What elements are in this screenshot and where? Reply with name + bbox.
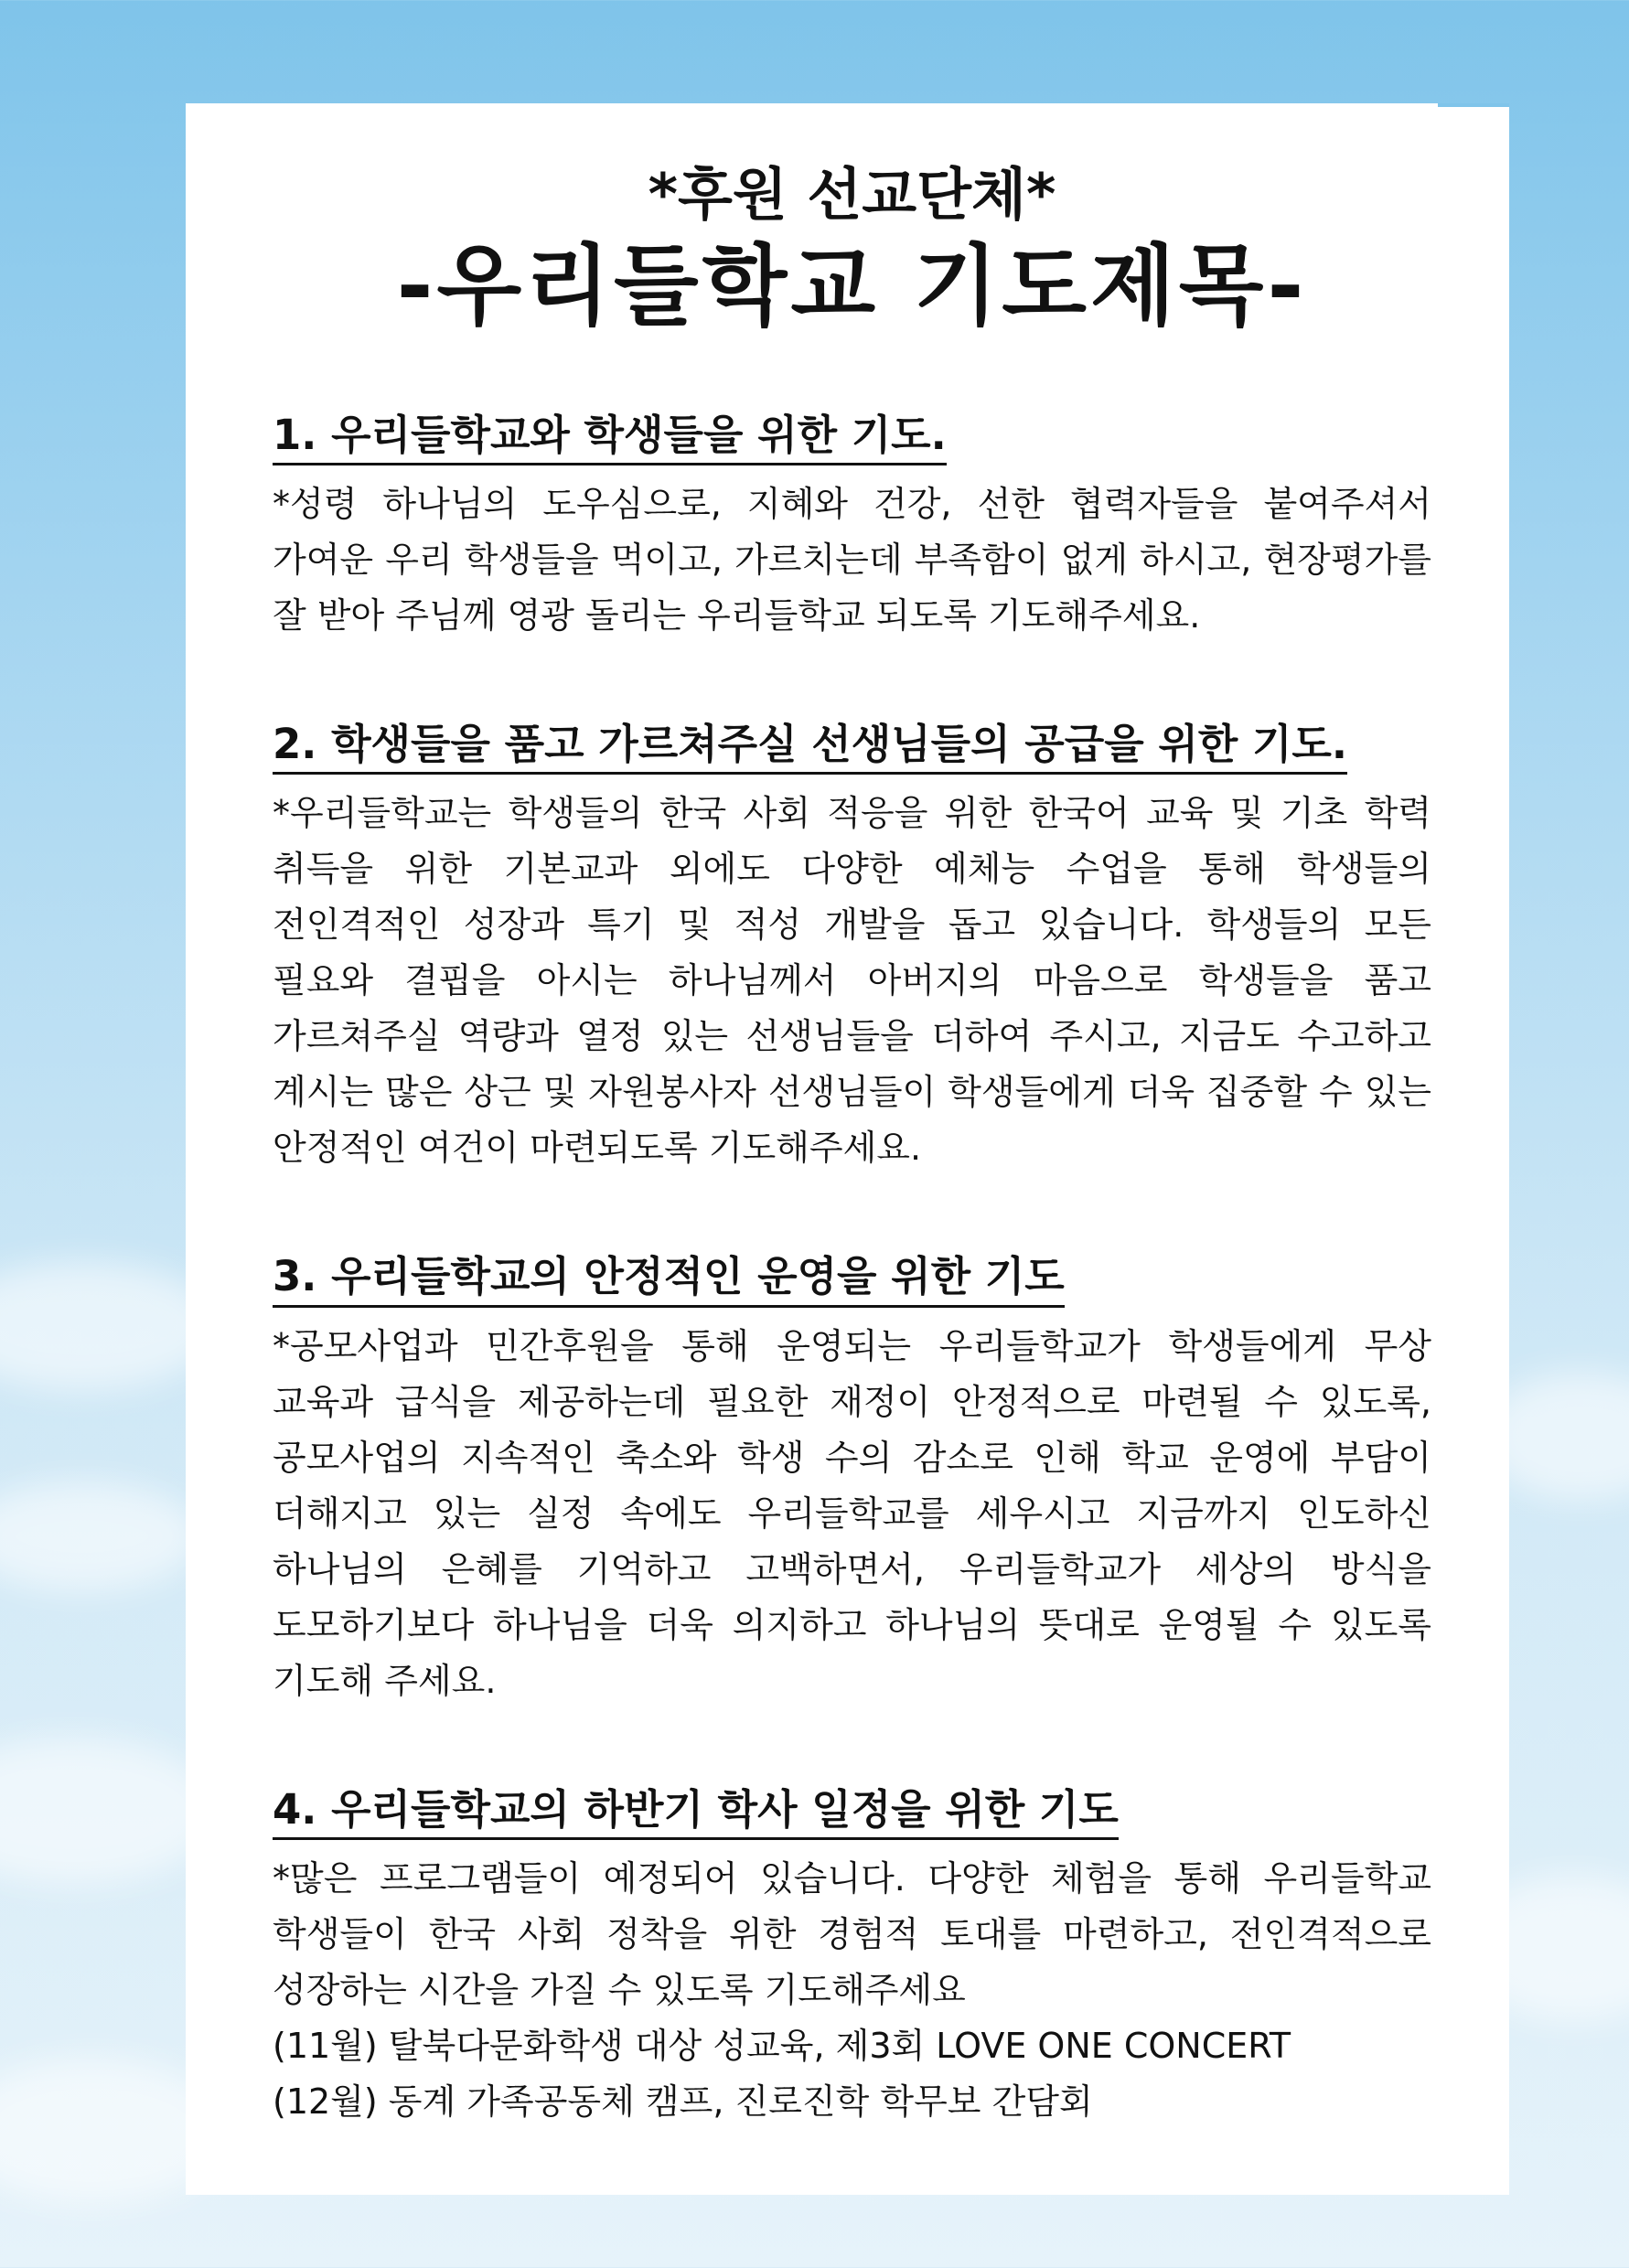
- cloud-decoration: [0, 1482, 201, 1591]
- prayer-section-4: [273, 1784, 1431, 2130]
- section-title: 4. 우리들학교의 하반기 학사 일정을 위한 기도: [273, 1784, 1119, 1840]
- schedule-item: (11월) 탈북다문화학생 대상 성교육, 제3회 LOVE ONE CONCERT: [273, 2025, 1291, 2066]
- section-body: *우리들학교는 학생들의 한국 사회 적응을 위한 한국어 교육 및 기초 학력 취득을 위한 기본교과 외에도 다양한 예체능 수업을 통해 학생들의 전인격적인 성장과 특기 및 적성 개발을 돕고 있습니다. 학생들의 모든 필요와 결핍을 아시는 하나님께서 아버지의 마음으로 학생들을 품고 가르쳐주실 역량과 열정 있는 선생님들을 더하여 주시고, 지금도 수고하고 계시는 많은 상근 및 자원봉사자 선생님들이 학생들에게 더욱 집중할 수 있는 안정적인 여건이 마련되도록 기도해주세요.: [273, 793, 1431, 1169]
- document-title: -우리들학교 기도제목-: [396, 234, 1308, 337]
- prayer-section-2: [273, 719, 1431, 1176]
- schedule-item: (12월) 동계 가족공동체 캠프, 진로진학 학무보 간담회: [273, 2081, 1093, 2122]
- prayer-section-1: [273, 410, 1431, 644]
- section-body: *성령 하나님의 도우심으로, 지혜와 건강, 선한 협력자들을 붙여주셔서 가여운 우리 학생들을 먹이고, 가르치는데 부족함이 없게 하시고, 현장평가를 잘 받아 주님께 영광 돌리는 우리들학교 되도록 기도해주세요.: [273, 484, 1431, 637]
- section-body: *많은 프로그램들이 예정되어 있습니다. 다양한 체험을 통해 우리들학교 학생들이 한국 사회 정착을 위한 경험적 토대를 마련하고, 전인격적으로 성장하는 시간을 가질 수 있도록 기도해주세요: [273, 1857, 1431, 2010]
- section-title: 3. 우리들학교의 안정적인 운영을 위한 기도: [273, 1251, 1065, 1307]
- document-subtitle: *후원 선교단체*: [648, 161, 1056, 228]
- section-title: 1. 우리들학교와 학생들을 위한 기도.: [273, 410, 947, 465]
- section-body: *공모사업과 민간후원을 통해 운영되는 우리들학교가 학생들에게 무상 교육과 급식을 제공하는데 필요한 재정이 안정적으로 마련될 수 있도록, 공모사업의 지속적인 축소와 학생 수의 감소로 인해 학교 운영에 부담이 더해지고 있는 실정 속에도 우리들학교를 세우시고 지금까지 인도하신 하나님의 은혜를 기억하고 고백하면서, 우리들학교가 세상의 방식을 도모하기보다 하나님을 더욱 의지하고 하나님의 뜻대로 운영될 수 있도록 기도해 주세요.: [273, 1325, 1431, 1701]
- prayer-section-3: [273, 1251, 1431, 1708]
- section-title: 2. 학생들을 품고 가르쳐주실 선생님들의 공급을 위한 기도.: [273, 719, 1347, 775]
- document-page: [186, 103, 1509, 2195]
